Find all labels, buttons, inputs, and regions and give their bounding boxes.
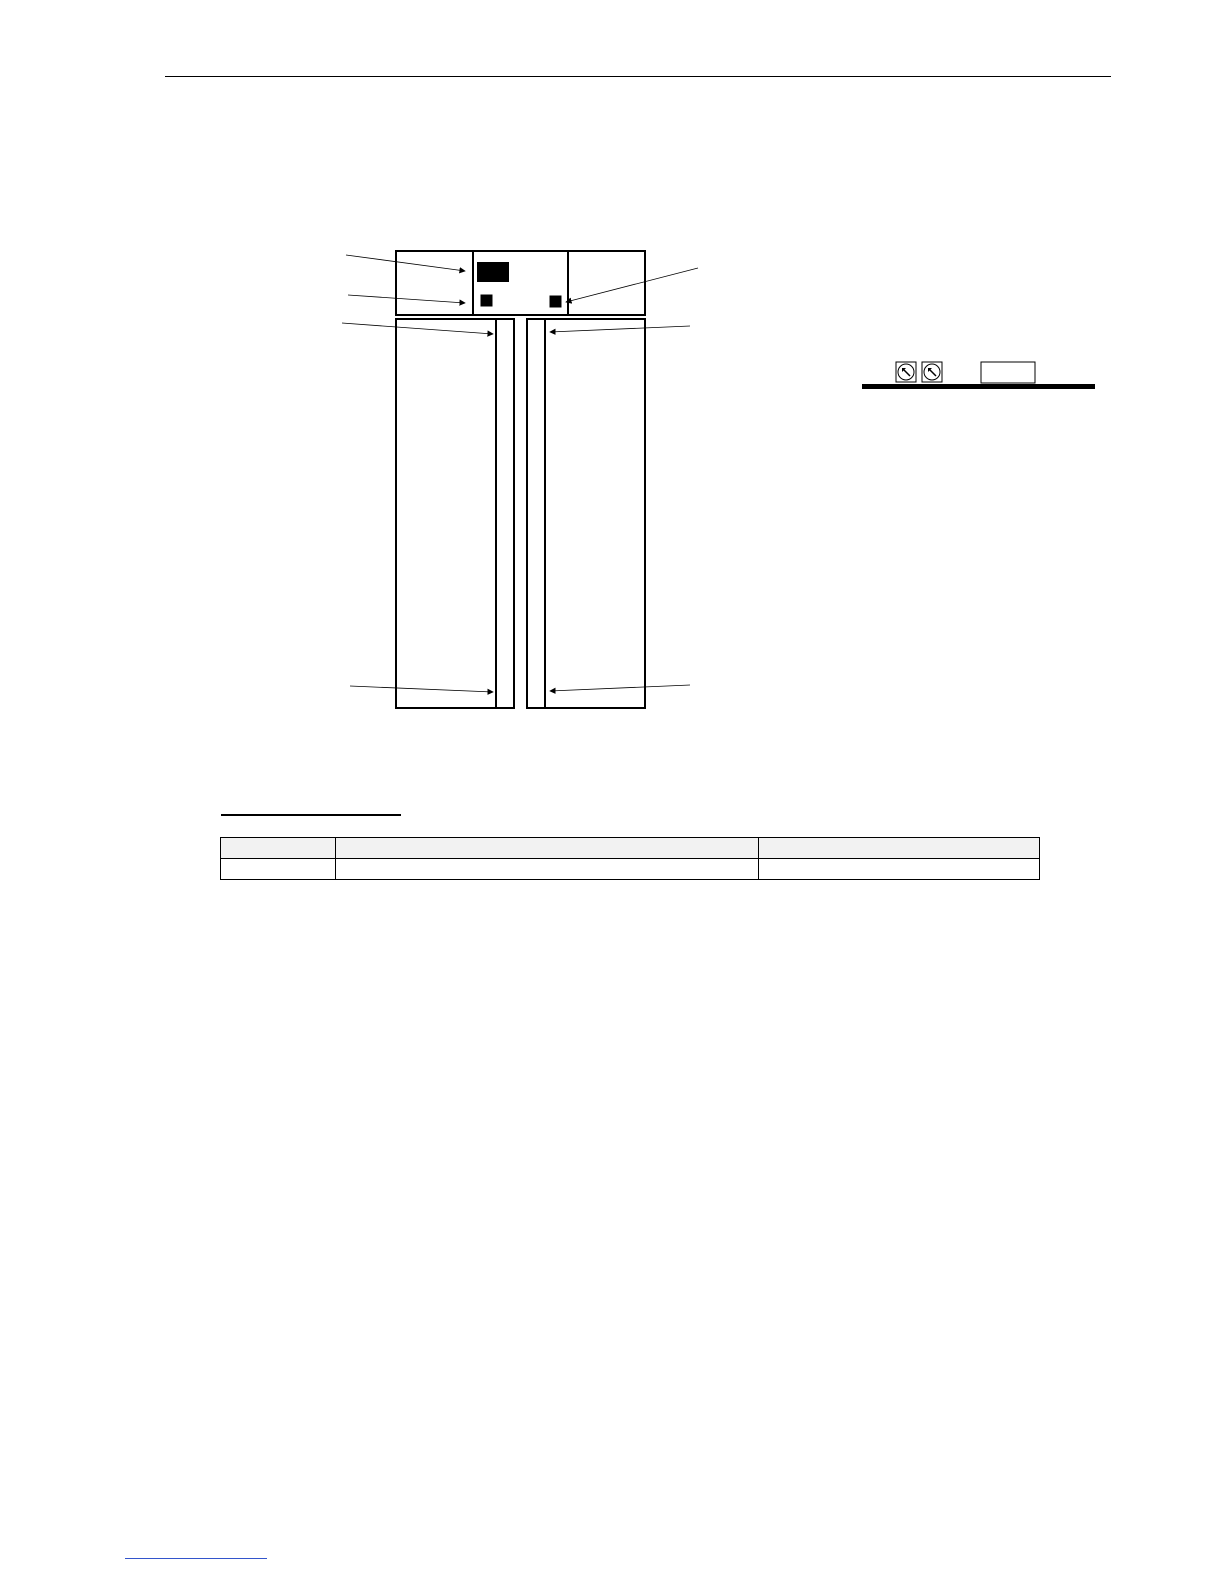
table-header-cell (759, 838, 1040, 859)
comms-led (550, 296, 561, 307)
red-o16-arrow (350, 686, 493, 692)
table-cell (221, 859, 336, 880)
footer-link-underline (125, 1558, 267, 1559)
table-header-row (221, 838, 1040, 859)
units-rotary-switch (922, 362, 942, 382)
table-cell (759, 859, 1040, 880)
table-cell (336, 859, 759, 880)
red-o1-arrow (342, 323, 493, 334)
dip-switch (981, 362, 1035, 383)
register-table (220, 837, 1040, 880)
red-o17-arrow (550, 326, 690, 332)
comms-fail-led (481, 295, 492, 306)
pcb-board (862, 384, 1095, 389)
red-o32-arrow (550, 685, 690, 691)
table-header-cell (221, 838, 336, 859)
table-header-cell (336, 838, 759, 859)
table-row (221, 859, 1040, 880)
section-heading-rule (221, 814, 401, 816)
comms-fail-arrow (348, 295, 465, 303)
tens-rotary-switch (896, 362, 916, 382)
top-panel-frame (396, 251, 645, 315)
comms-arrow (566, 268, 698, 302)
lamp-test-button[interactable] (477, 262, 509, 282)
lamp-test-arrow (346, 255, 465, 271)
